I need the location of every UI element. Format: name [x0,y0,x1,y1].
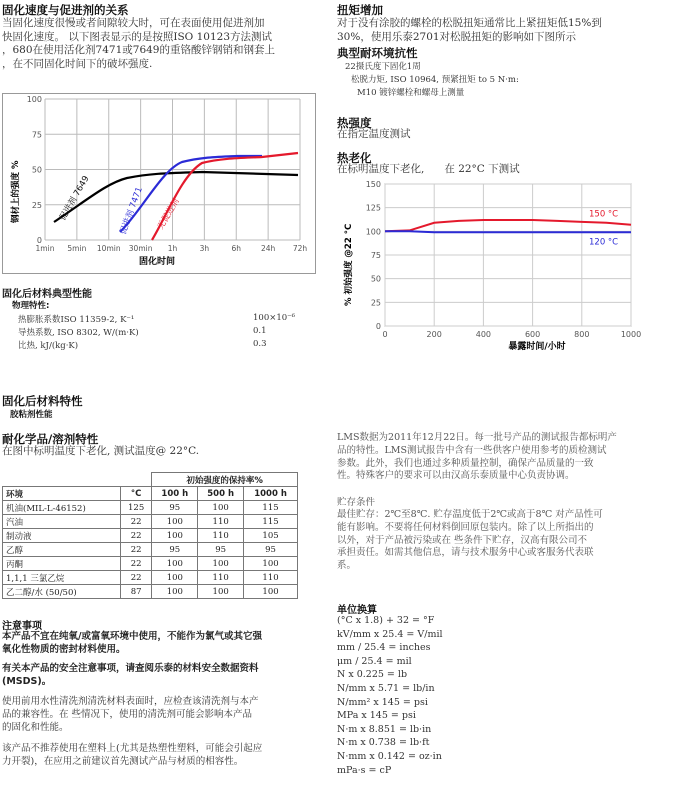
y-tick-label: 75 [31,130,42,140]
value-cell: 110 [198,515,244,529]
text-line: 最佳贮存：2℃至8℃. 贮存温度低于2℃或高于8℃ 对产品性可 [337,509,603,520]
series-line-1 [385,231,631,232]
y-tick-label: 125 [365,203,381,213]
series-label-7471: 促进剂 7471 [118,185,145,237]
table-row [3,585,298,599]
y-axis-label: 钢材上的强度 % [11,160,21,223]
chem-title: 耐化学品/溶剂特性 [2,432,99,446]
unit-conversion-line: mPa·s = cP [337,764,392,776]
typical-props-subtitle: 物理特性: [12,301,50,311]
value-cell: 87 [120,585,152,599]
cured-props-title: 固化后材料特性 [2,394,83,408]
env-cell: 机油(MIL-L-46152) [3,501,121,515]
unit-conversion-line: N·mm x 0.142 = oz·in [337,750,442,762]
value-cell: 95 [152,543,198,557]
env-cell: 1,1,1 三氯乙烷 [3,571,121,585]
prop-label-thermal-conductivity: 导热系数, ISO 8302, W/(m·K) [18,328,139,338]
value-cell: 110 [198,529,244,543]
value-cell: 22 [120,557,152,571]
x-tick-label: 3h [199,244,210,253]
prop-value-specific-heat: 0.3 [253,339,267,349]
x-tick-label: 1000 [620,330,642,339]
table-row [3,557,298,571]
env-cell: 乙醇 [3,543,121,557]
table-header [3,487,298,501]
x-tick-label: 72h [292,244,308,253]
test-specimen: M10 镀锌螺栓和螺母上测量 [357,88,465,98]
x-tick-label: 200 [426,330,442,339]
y-tick-label: 25 [31,200,42,210]
value-cell: 22 [120,543,152,557]
text-line: 当固化速度很慢或者间隙较大时，可在表面使用促进剂加 [2,17,265,29]
text-line: 以外，对于产品被污染或在 些条件下贮存，汉高有限公司不 [337,534,588,546]
table-row [3,529,298,543]
value-cell: 22 [120,571,152,585]
y-tick-label: 25 [370,298,381,308]
hot-strength-paragraph: 在指定温度测试 [337,128,411,140]
y-tick-label: 50 [370,274,381,284]
series-label: 150 °C [589,209,619,220]
storage-title: 贮存条件 [337,497,376,508]
x-tick-label: 400 [475,330,492,339]
prop-value-thermal-conductivity: 0.1 [253,326,267,336]
value-cell: 100 [198,501,244,515]
text-line: 的固化和性能。 [2,722,69,733]
value-cell: 115 [244,515,298,529]
text-line: (MSDS)。 [2,676,52,687]
value-cell: 115 [244,501,298,515]
text-line: 对于没有涂胶的螺栓的松脱扭矩通常比上紧扭矩低15%到 [337,17,602,29]
col-header: 100 h [152,487,198,501]
x-axis-label: 暴露时间/小时 [508,342,566,352]
col-header: 环境 [3,487,121,501]
notes-title: 注意事项 [2,621,42,632]
y-tick-label: 75 [370,251,381,260]
chem-intro: 在图中标明温度下老化, 测试温度@ 22°C. [2,445,200,457]
notes-msds [2,662,259,688]
torque-paragraph [337,17,687,44]
value-cell: 95 [198,543,244,557]
typical-resistance-title: 典型耐环境抗性 [337,46,418,60]
value-cell: 100 [198,557,244,571]
heat-aging-paragraph: 在标明温度下老化, 在 22°C 下测试 [337,163,520,175]
env-cell: 乙二醇/水 (50/50) [3,585,121,599]
x-tick-label: 1min [35,244,55,253]
value-cell: 100 [152,529,198,543]
value-cell: 100 [152,585,198,599]
unit-conversion-line: MPa x 145 = psi [337,710,416,722]
text-line: 品的兼容性。在 些情况下，使用的清洗剂可能会影响本产品 [2,709,253,720]
x-tick-label: 24h [260,244,276,253]
value-cell: 110 [244,571,298,585]
table-row [3,571,298,585]
table-row [3,501,298,515]
unit-conversion-list [337,614,443,777]
value-cell: 100 [152,515,198,529]
text-line: 承担责任。如需其他信息，请与技术服务中心或客服务代表联 [337,547,594,559]
unit-conversion-line: kV/mm x 25.4 = V/mil [337,628,443,640]
unit-conversion-line: (°C x 1.8) + 32 = °F [337,615,435,626]
unit-conversion-line: N/mm² x 145 = psi [337,696,428,708]
env-cell: 制动液 [3,529,121,543]
x-tick-label: 30min [128,244,153,253]
text-line: 力开裂)，在应用之前建议首先测试产品与材质的相容性。 [2,756,244,767]
table-row [3,543,298,557]
storage-paragraph [337,509,603,573]
value-cell: 95 [244,543,298,557]
unit-conversion-line: N x 0.225 = lb [337,669,408,681]
heat-aging-title: 热老化 [337,151,372,165]
table-row [3,515,298,529]
text-line: ，680在使用活化剂7471或7649的重铬酸锌钢销和钢套上 [2,44,275,56]
text-line: 品的特性。LMS测试报告中含有一些供客户使用参考的质检测试 [337,444,607,456]
y-tick-label: 100 [365,227,381,237]
value-cell: 100 [198,585,244,599]
header-group-label: 初始强度的保持率% [152,473,298,487]
value-cell: 100 [152,557,198,571]
y-axis-label: % 初始强度 @22 °C [344,223,354,306]
cure-speed-title: 固化速度与促进剂的关系 [2,3,129,17]
x-tick-label: 800 [574,330,590,339]
text-line: 有关本产品的安全注意事项，请查阅乐泰的材料安全数据资料 [2,663,259,674]
text-line: 系。 [337,560,357,572]
prop-label-cte: 热膨胀系数ISO 11359-2, K⁻¹ [18,315,135,325]
units-title: 单位换算 [337,605,377,616]
unit-conversion-line: mm / 25.4 = inches [337,642,431,654]
notes-oxygen [2,630,262,656]
text-line: 本产品不宜在纯氧/或富氧环境中使用，不能作为氯气或其它强 [2,631,262,642]
value-cell: 105 [244,529,298,543]
cure-condition: 22摄氏度下固化1周 [345,62,421,72]
cured-props-subtitle: 胶粘剂性能 [10,410,53,420]
env-cell: 丙酮 [3,557,121,571]
value-cell: 125 [120,501,152,515]
heat-aging-chart [337,178,657,353]
x-tick-label: 6h [231,244,242,253]
notes-cleaning [2,695,259,734]
unit-conversion-line: N·m x 8.851 = lb·in [337,723,432,735]
x-tick-label: 1h [167,244,178,253]
prop-label-specific-heat: 比热, kJ/(kg·K) [18,341,79,351]
env-cell: 汽油 [3,515,121,529]
notes-plastics [2,742,262,768]
breakloose-torque: 松脱力矩, ISO 10964, 预紧扭矩 to 5 N·m: [351,75,519,85]
typical-props-title: 固化后材料典型性能 [2,289,92,300]
series-label-none: 无促进剂 [155,197,182,232]
y-tick-label: 0 [375,322,381,331]
value-cell: 100 [244,585,298,599]
unit-conversion-line: μm / 25.4 = mil [337,655,412,667]
cure-speed-paragraph [2,17,337,71]
text-line: 该产品不推荐使用在塑料上(尤其是热塑性塑料，可能会引起应 [2,743,263,754]
value-cell: 22 [120,515,152,529]
series-label-7649: 促进剂 7649 [57,174,92,223]
x-tick-label: 600 [524,330,541,339]
value-cell: 100 [244,557,298,571]
series-label: 120 °C [589,237,619,248]
text-line: ，在不同固化时间下的破坏强度. [2,57,153,70]
text-line: LMS数据为2011年12月22日。每一批号产品的测试报告都标明产 [337,432,617,443]
col-header: 1000 h [244,487,298,501]
unit-conversion-line: N/mm x 5.71 = lb/in [337,682,435,694]
text-line: 性。特殊客户的要求可以由汉高乐泰质量中心负责协调。 [337,470,575,482]
text-line: 30%，使用乐泰2701对松脱扭矩的影响如下图所示 [337,30,577,43]
lms-paragraph [337,432,617,483]
table-header-group [3,473,298,487]
y-tick-label: 0 [36,236,42,245]
unit-conversion-line: N·m x 0.738 = lb·ft [337,737,430,749]
value-cell: 22 [120,529,152,543]
text-line: 使用前用水性清洗剂清洗材料表面时，应检查该清洗剂与本产 [2,696,259,707]
col-header: 500 h [198,487,244,501]
cure-speed-chart [2,93,316,274]
x-tick-label: 5min [67,244,87,253]
text-line: 能有影响。不要将任何材料倒回原包装内。除了以上所指出的 [337,521,594,533]
prop-value-cte: 100×10⁻⁶ [253,313,296,323]
col-header: °C [120,487,152,501]
y-tick-label: 50 [31,165,42,175]
series-line-0 [385,220,631,231]
chem-table [2,472,298,599]
x-axis-label: 固化时间 [138,257,176,267]
x-tick-label: 0 [382,330,388,339]
value-cell: 110 [198,571,244,585]
text-line: 快固化速度。 以下图表显示的是按照ISO 10123方法测试 [2,30,273,43]
y-tick-label: 150 [365,180,381,189]
x-tick-label: 10min [96,244,121,253]
text-line: 参数。此外，我们也通过多种质量控制，确保产品质量的一致 [337,457,594,469]
hot-strength-title: 热强度 [337,116,372,130]
torque-title: 扭矩增加 [337,3,383,17]
y-tick-label: 100 [26,95,42,104]
value-cell: 100 [152,571,198,585]
value-cell: 95 [152,501,198,515]
text-line: 氧化性物质的密封材料使用。 [2,644,126,655]
